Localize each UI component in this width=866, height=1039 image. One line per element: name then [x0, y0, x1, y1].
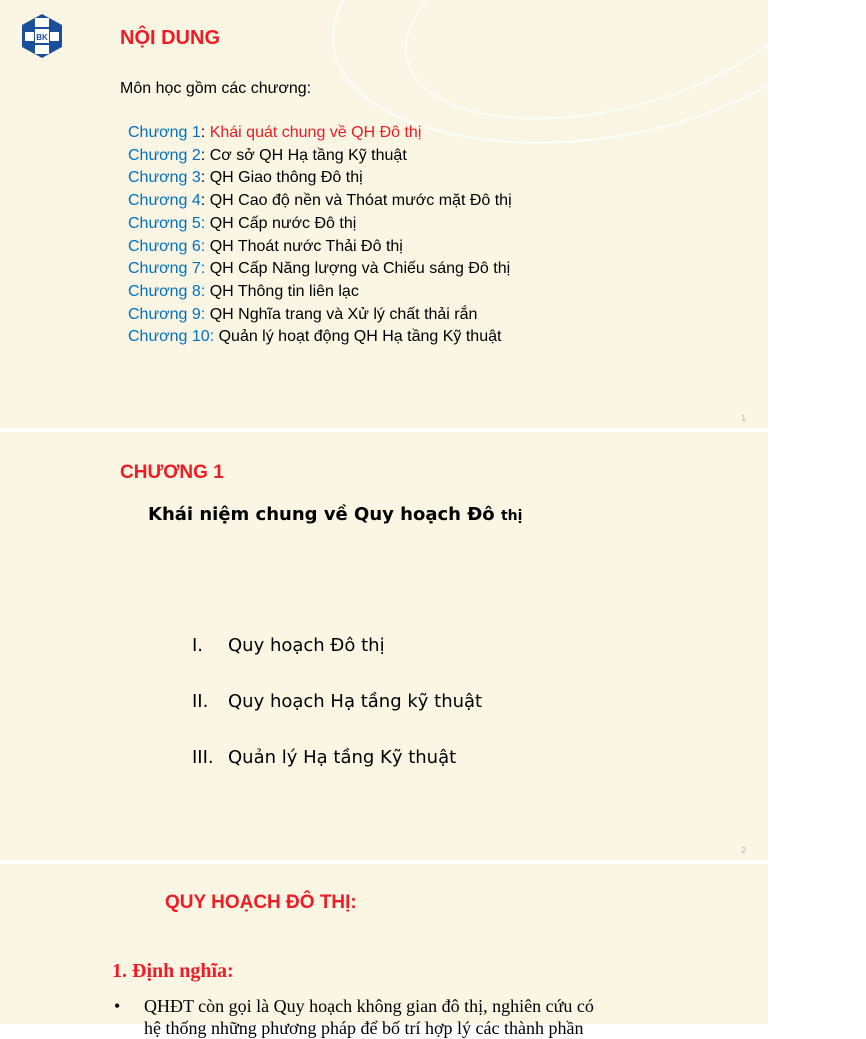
chapter-subtitle: Khái niệm chung về Quy hoạch Đô thị	[148, 504, 523, 525]
bullet-icon: •	[114, 996, 121, 1016]
definition-continuation: hệ thống những phương pháp để bố trí hợp lý các thành phần	[144, 1018, 584, 1038]
svg-text:BK: BK	[36, 33, 48, 42]
chapter-item: Chương 4: QH Cao độ nền và Thóat mước mặt Đô thị	[128, 192, 512, 210]
section-list	[192, 618, 482, 786]
definition-bullet: • QHĐT còn gọi là Quy hoạch không gian đô thị, nghiên cứu có	[114, 992, 734, 1020]
page-number: 1	[741, 414, 746, 423]
page-number: 2	[741, 846, 746, 855]
chapter-list	[128, 122, 512, 349]
chapter-item: Chương 9: QH Nghĩa trang và Xử lý chất thải rắn	[128, 305, 478, 323]
chapter-heading: CHƯƠNG 1	[120, 462, 224, 483]
chapter-item: Chương 8: QH Thông tin liên lạc	[128, 282, 359, 300]
section-item: III. Quản lý Hạ tầng Kỹ thuật	[192, 747, 457, 768]
slide-2	[0, 432, 768, 860]
chapter-item: Chương 10: Quản lý hoạt động QH Hạ tầng Kỹ thuật	[128, 328, 502, 346]
chapter-item: Chương 3: QH Giao thông Đô thị	[128, 169, 363, 187]
slide-title: QUY HOẠCH ĐÔ THỊ:	[165, 892, 357, 913]
slide-1	[0, 0, 768, 428]
bk-logo-icon	[18, 12, 66, 60]
definition-heading: 1. Định nghĩa:	[112, 960, 234, 982]
section-item: II. Quy hoạch Hạ tầng kỹ thuật	[192, 691, 483, 712]
chapter-item: Chương 1: Khái quát chung về QH Đô thị	[128, 124, 422, 141]
chapter-item: Chương 6: QH Thoát nước Thải Đô thị	[128, 237, 403, 255]
slide-title: NỘI DUNG	[120, 27, 220, 49]
course-intro: Môn học gồm các chương:	[120, 80, 312, 97]
section-item: I. Quy hoạch Đô thị	[192, 635, 385, 656]
slide-3	[0, 864, 768, 1038]
chapter-item: Chương 7: QH Cấp Năng lượng và Chiếu sáng Đô thị	[128, 260, 511, 278]
chapter-item: Chương 5: QH Cấp nước Đô thị	[128, 214, 357, 232]
chapter-item: Chương 2: Cơ sở QH Hạ tầng Kỹ thuật	[128, 146, 407, 164]
